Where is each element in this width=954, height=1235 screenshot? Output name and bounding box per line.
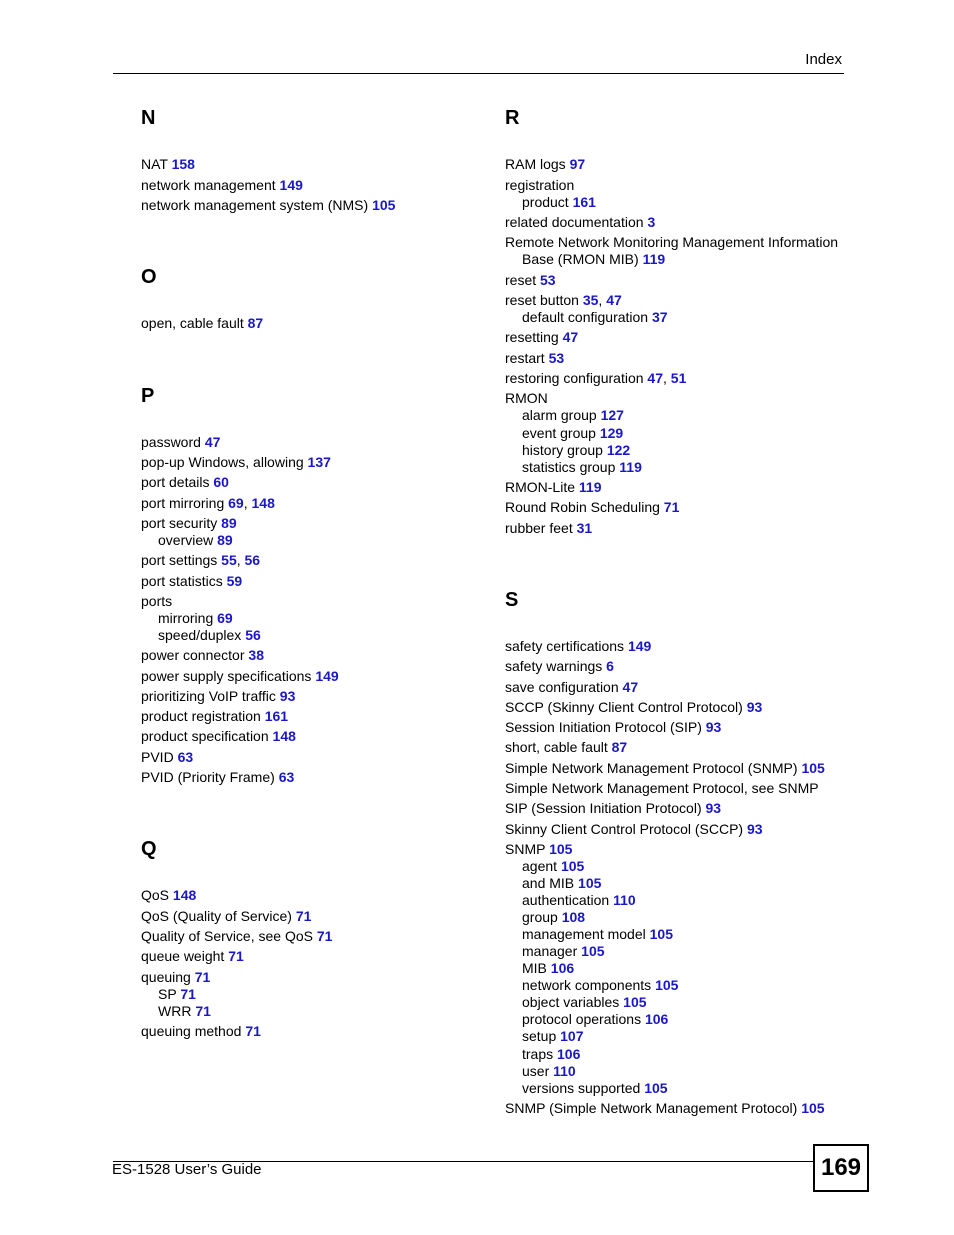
index-term: queuing <box>141 969 191 985</box>
index-subentry <box>141 610 233 627</box>
index-subentry <box>505 994 647 1011</box>
index-term: SP <box>158 986 177 1002</box>
page-reference-link[interactable]: 161 <box>264 708 289 724</box>
index-entry <box>505 177 574 194</box>
index-entry <box>505 156 585 173</box>
index-term: safety warnings <box>505 658 603 674</box>
page-reference-link[interactable]: 106 <box>550 960 575 976</box>
page-reference-link[interactable]: 60 <box>213 474 229 490</box>
index-entry <box>141 593 172 610</box>
index-term: RAM logs <box>505 156 566 172</box>
page-reference-link[interactable]: 129 <box>599 425 624 441</box>
page-reference-link[interactable]: 93 <box>746 821 763 837</box>
index-term: protocol operations <box>522 1011 642 1027</box>
index-entry <box>141 668 339 685</box>
index-entry <box>141 749 193 766</box>
page-reference-link[interactable]: 93 <box>705 719 722 735</box>
index-term-continuation <box>505 251 838 268</box>
page-reference-link[interactable]: 47 <box>622 679 639 695</box>
index-entry <box>505 679 638 696</box>
index-subentry <box>505 1080 668 1097</box>
page-reference-link[interactable]: 105 <box>649 926 673 942</box>
index-term: port settings <box>141 552 218 568</box>
page-reference-link[interactable]: 38 <box>248 647 264 663</box>
index-entry <box>141 474 229 491</box>
index-subentry <box>141 986 196 1003</box>
index-term: resetting <box>505 329 559 345</box>
index-letter-heading: R <box>505 107 520 129</box>
index-term: network components <box>522 977 652 993</box>
index-entry <box>141 948 244 965</box>
index-entry <box>505 479 602 496</box>
page-reference-link[interactable]: 71 <box>194 969 211 985</box>
page-reference-link[interactable]: 56 <box>245 627 261 643</box>
index-term: prioritizing VoIP traffic <box>141 688 276 704</box>
index-term: manager <box>522 943 578 959</box>
page-reference-link[interactable]: 63 <box>177 749 194 765</box>
index-entry <box>505 329 578 346</box>
page-reference-link[interactable]: 71 <box>295 908 312 924</box>
index-entry <box>505 760 825 777</box>
page-reference-link[interactable]: 105 <box>581 943 605 959</box>
page-reference-link[interactable]: 105 <box>549 841 573 857</box>
index-entry <box>505 1100 825 1117</box>
page-reference-link[interactable]: 105 <box>801 760 825 776</box>
index-term: versions supported <box>522 1080 641 1096</box>
page-reference-link[interactable]: 107 <box>560 1028 584 1044</box>
index-term: queuing method <box>141 1023 242 1039</box>
index-entry <box>141 197 395 214</box>
page-reference-link[interactable]: 105 <box>578 875 602 891</box>
page-reference-link[interactable]: 149 <box>279 177 303 193</box>
index-entry <box>505 800 721 817</box>
index-entry <box>141 315 263 332</box>
index-term: Simple Network Management Protocol, see SNMP <box>505 780 819 796</box>
index-term: safety certifications <box>505 638 625 654</box>
index-term: restart <box>505 350 545 366</box>
index-term: MIB <box>522 960 547 976</box>
page-reference-link[interactable]: 71 <box>195 1003 211 1019</box>
index-term: object variables <box>522 994 620 1010</box>
index-entry <box>505 499 679 516</box>
page-header-title: Index <box>805 51 842 68</box>
index-term: power supply specifications <box>141 668 312 684</box>
index-term: reset <box>505 272 537 288</box>
index-term: PVID <box>141 749 174 765</box>
index-term: product specification <box>141 728 269 744</box>
index-term: QoS <box>141 887 170 903</box>
page-reference-link[interactable]: 51 <box>670 370 687 386</box>
page-reference-link[interactable]: 63 <box>278 769 295 785</box>
index-entry <box>141 928 332 945</box>
index-entry <box>505 214 655 231</box>
index-term: port statistics <box>141 573 223 589</box>
index-term: save configuration <box>505 679 619 695</box>
page-reference-link[interactable]: 53 <box>540 272 556 288</box>
index-term: traps <box>522 1046 554 1062</box>
index-term: Remote Network Monitoring Management Information <box>505 234 839 250</box>
page-reference-link[interactable]: 55 <box>221 552 237 568</box>
index-term: group <box>522 909 558 925</box>
index-subentry <box>505 892 636 909</box>
index-term: related documentation <box>505 214 644 230</box>
index-term: port mirroring <box>141 495 225 511</box>
index-letter-heading: Q <box>141 838 157 860</box>
index-term: network management <box>141 177 276 193</box>
index-subentry <box>505 425 623 442</box>
page-reference-link[interactable]: 122 <box>606 442 631 458</box>
page-number-box: 169 <box>813 1144 869 1192</box>
page-reference-link[interactable]: 47 <box>606 292 622 308</box>
index-term: RMON <box>505 390 548 406</box>
index-entry <box>141 969 210 986</box>
page-reference-link[interactable]: 71 <box>245 1023 261 1039</box>
index-term: speed/duplex <box>158 627 242 643</box>
index-term: product <box>522 194 569 210</box>
index-letter-heading: P <box>141 385 155 407</box>
header-rule <box>113 73 844 74</box>
page-reference-link[interactable]: 105 <box>644 1080 668 1096</box>
index-term: network management system (NMS) <box>141 197 369 213</box>
index-entry <box>505 350 564 367</box>
index-subentry <box>505 442 630 459</box>
page-reference-link[interactable]: 106 <box>557 1046 581 1062</box>
index-entry <box>141 434 220 451</box>
index-entry <box>141 177 303 194</box>
index-subentry <box>505 1046 580 1063</box>
index-entry <box>505 841 572 858</box>
index-subentry <box>505 858 584 875</box>
page-reference-link[interactable]: 110 <box>553 1063 576 1079</box>
index-letter-heading: S <box>505 589 519 611</box>
index-entry <box>505 234 838 268</box>
index-term: password <box>141 434 201 450</box>
page-reference-link[interactable]: 37 <box>651 309 668 325</box>
index-subentry <box>505 1063 576 1080</box>
index-entry: port mirroring 69, 148 <box>141 495 275 511</box>
page-reference-link[interactable]: 35 <box>582 292 599 308</box>
index-subentry <box>141 532 233 549</box>
index-entry <box>141 515 237 532</box>
page-reference-link[interactable]: 161 <box>572 194 596 210</box>
index-term: product registration <box>141 708 261 724</box>
index-subentry <box>505 309 668 326</box>
page-reference-link[interactable]: 89 <box>217 532 233 548</box>
index-term: PVID (Priority Frame) <box>141 769 275 785</box>
index-entry: restoring configuration 47, 51 <box>505 370 687 386</box>
index-term: user <box>522 1063 550 1079</box>
index-subentry <box>505 926 673 943</box>
index-term: Quality of Service, see QoS <box>141 928 313 944</box>
index-term: statistics group <box>522 459 616 475</box>
page-reference-link[interactable]: 93 <box>279 688 296 704</box>
index-term: Round Robin Scheduling <box>505 499 660 515</box>
page-reference-link[interactable]: 56 <box>244 552 261 568</box>
index-entry <box>505 739 627 756</box>
index-term: RMON-Lite <box>505 479 576 495</box>
index-term: SIP (Session Initiation Protocol) <box>505 800 702 816</box>
index-term: history group <box>522 442 603 458</box>
page-reference-link[interactable]: 127 <box>600 407 624 423</box>
index-term: agent <box>522 858 558 874</box>
index-entry <box>505 719 721 736</box>
index-letter-heading: O <box>141 266 157 288</box>
index-entry: port settings 55, 56 <box>141 552 261 568</box>
index-entry <box>141 573 242 590</box>
index-subentry <box>505 194 596 211</box>
index-term: port security <box>141 515 218 531</box>
page-reference-link[interactable]: 47 <box>204 434 221 450</box>
index-subentry <box>505 960 574 977</box>
page-reference-link[interactable]: 71 <box>180 986 196 1002</box>
index-entry <box>141 647 264 664</box>
index-entry: reset button 35, 47 <box>505 292 622 308</box>
index-term: power connector <box>141 647 245 663</box>
page-reference-link[interactable]: 87 <box>247 315 264 331</box>
page-reference-link[interactable]: 87 <box>611 739 628 755</box>
page-reference-link[interactable]: 47 <box>647 370 663 386</box>
page-reference-link[interactable]: 119 <box>619 459 642 475</box>
index-term: authentication <box>522 892 610 908</box>
index-term: SNMP (Simple Network Management Protocol) <box>505 1100 798 1116</box>
index-term: SNMP <box>505 841 546 857</box>
page-reference-link[interactable]: 71 <box>228 948 244 964</box>
index-term: restoring configuration <box>505 370 644 386</box>
index-term: queue weight <box>141 948 225 964</box>
index-term-continuation-text: Base (RMON MIB) <box>522 251 639 267</box>
page-reference-link[interactable]: 110 <box>613 892 636 908</box>
index-subentry <box>141 627 261 644</box>
index-subentry <box>505 1011 668 1028</box>
index-term: pop-up Windows, allowing <box>141 454 304 470</box>
page-reference-link[interactable]: 89 <box>221 515 237 531</box>
index-entry <box>505 699 762 716</box>
index-term: QoS (Quality of Service) <box>141 908 292 924</box>
index-entry <box>141 1023 261 1040</box>
page-reference-link[interactable]: 105 <box>801 1100 825 1116</box>
index-term: rubber feet <box>505 520 573 536</box>
index-entry <box>141 769 294 786</box>
index-term: mirroring <box>158 610 214 626</box>
index-term: registration <box>505 177 575 193</box>
index-subentry <box>505 875 601 892</box>
index-term: default configuration <box>522 309 649 325</box>
page-reference-link[interactable]: 149 <box>627 638 652 654</box>
index-term: management model <box>522 926 646 942</box>
index-term: overview <box>158 532 214 548</box>
page-reference-link[interactable]: 71 <box>663 499 680 515</box>
index-term: Simple Network Management Protocol (SNMP) <box>505 760 798 776</box>
page-reference-link[interactable]: 31 <box>576 520 593 536</box>
index-subentry <box>505 943 605 960</box>
index-entry <box>141 908 311 925</box>
page-reference-link[interactable]: 105 <box>560 858 585 874</box>
page-reference-link[interactable]: 97 <box>569 156 586 172</box>
page-reference-link[interactable]: 119 <box>578 479 602 495</box>
page-reference-link[interactable]: 108 <box>561 909 586 925</box>
index-term: setup <box>522 1028 557 1044</box>
page-reference-link[interactable]: 71 <box>316 928 333 944</box>
index-subentry <box>505 459 642 476</box>
index-entry <box>505 821 763 838</box>
page-reference-link[interactable]: 105 <box>655 977 679 993</box>
index-subentry <box>505 909 585 926</box>
page-reference-link[interactable]: 6 <box>606 658 614 674</box>
page-reference-link[interactable]: 69 <box>217 610 233 626</box>
page-reference-link[interactable]: 93 <box>746 699 763 715</box>
index-term: SCCP (Skinny Client Control Protocol) <box>505 699 743 715</box>
index-entry <box>505 520 592 537</box>
index-term: reset button <box>505 292 579 308</box>
page-reference-link[interactable]: 106 <box>644 1011 669 1027</box>
index-term: and MIB <box>522 875 575 891</box>
page-reference-link[interactable]: 149 <box>315 668 339 684</box>
index-subentry <box>141 1003 211 1020</box>
index-subentry <box>505 977 678 994</box>
page-reference-link[interactable]: 59 <box>226 573 243 589</box>
page-reference-link[interactable]: 148 <box>251 495 275 511</box>
page-reference-link[interactable]: 148 <box>172 887 197 903</box>
index-entry <box>505 638 651 655</box>
index-entry <box>141 887 196 904</box>
index-term: open, cable fault <box>141 315 244 331</box>
index-entry <box>505 390 548 407</box>
index-entry <box>141 156 195 173</box>
index-subentry <box>505 1028 584 1045</box>
index-entry <box>505 780 819 797</box>
page-reference-link[interactable]: 137 <box>307 454 331 470</box>
page-reference-link[interactable]: 105 <box>372 197 396 213</box>
index-term: event group <box>522 425 596 441</box>
page-reference-link[interactable]: 158 <box>171 156 195 172</box>
index-letter-heading: N <box>141 107 156 129</box>
page-reference-link[interactable]: 3 <box>647 214 656 230</box>
page-reference-link[interactable]: 69 <box>228 495 244 511</box>
page-reference-link[interactable]: 119 <box>642 251 666 267</box>
index-term: port details <box>141 474 210 490</box>
index-entry <box>505 272 556 289</box>
page-reference-link[interactable]: 47 <box>562 329 579 345</box>
page-reference-link[interactable]: 105 <box>623 994 647 1010</box>
index-term: alarm group <box>522 407 597 423</box>
index-entry <box>141 454 331 471</box>
page-reference-link[interactable]: 93 <box>705 800 722 816</box>
index-entry <box>141 688 295 705</box>
footer-guide-title: ES-1528 User’s Guide <box>112 1161 262 1178</box>
index-entry <box>141 708 288 725</box>
page-reference-link[interactable]: 148 <box>272 728 296 744</box>
index-term: WRR <box>158 1003 192 1019</box>
index-term: NAT <box>141 156 168 172</box>
index-entry <box>141 728 296 745</box>
index-entry <box>505 658 614 675</box>
index-term: short, cable fault <box>505 739 608 755</box>
index-term: ports <box>141 593 173 609</box>
index-subentry <box>505 407 624 424</box>
page-reference-link[interactable]: 53 <box>548 350 565 366</box>
index-term: Session Initiation Protocol (SIP) <box>505 719 702 735</box>
index-term: Skinny Client Control Protocol (SCCP) <box>505 821 744 837</box>
